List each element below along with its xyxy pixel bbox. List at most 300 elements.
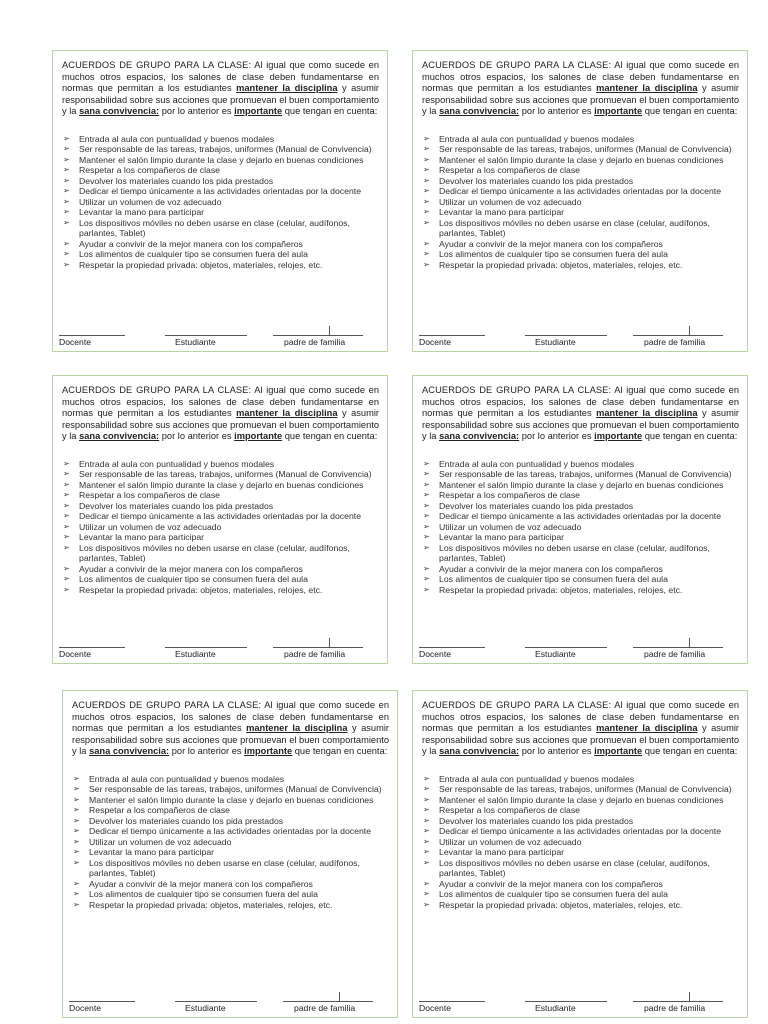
intro-heading: ACUERDOS DE GRUPO PARA LA CLASE: [72,700,262,710]
signature-label: Estudiante [175,337,216,347]
bullet-arrow-icon: ➢ [423,217,430,227]
rule-text: Los dispositivos móviles no deben usarse en clase (celular, audífonos, parlantes, Tablet) [89,857,360,879]
rule-text: Levantar la mano para participar [79,532,205,543]
signature-line [419,647,485,648]
intro-text: y asumir responsabilidad sobre sus acciones que promuevan el buen comportamiento y la [72,723,389,757]
rule-item [62,522,379,533]
intro-text: que tengan en cuenta: [642,106,738,117]
rule-item [422,795,739,806]
rule-item [422,532,739,543]
rule-item [422,784,739,795]
rule-item [62,511,379,522]
signature-parent [273,647,363,659]
rule-item [422,197,739,208]
signature-line [525,335,607,336]
intro-keyword: mantener la disciplina [246,723,348,734]
rules-list [422,134,739,271]
rule-text: Levantar la mano para participar [79,207,205,218]
rule-text: Los alimentos de cualquier tipo se consumen fuera del aula [79,249,308,260]
signature-label: Docente [59,337,92,347]
bullet-arrow-icon: ➢ [63,490,70,500]
signature-line [59,335,125,336]
rule-text: Respetar a los compañeros de clase [79,165,221,176]
intro-text: por lo anterior es [169,746,245,757]
signature-line [69,1001,135,1002]
signature-label: padre de familia [294,1003,356,1013]
rule-text: Respetar la propiedad privada: objetos, materiales, relojes, etc. [89,899,333,910]
rule-text: Ayudar a convivir de la mejor manera con los compañeros [439,563,663,574]
intro-keyword: mantener la disciplina [236,83,338,94]
bullet-arrow-icon: ➢ [63,500,70,510]
signature-tick [689,638,690,647]
rule-text: Devolver los materiales cuando los pida prestados [89,815,284,826]
rule-item [422,459,739,470]
rule-item [62,574,379,585]
intro-text: por lo anterior es [519,746,595,757]
signature-line [165,335,247,336]
rule-item [422,900,739,911]
rule-item [422,585,739,596]
intro-keyword: importante [234,106,283,117]
bullet-arrow-icon: ➢ [423,500,430,510]
signature-line [59,647,125,648]
rule-item [62,585,379,596]
bullet-arrow-icon: ➢ [423,563,430,573]
rule-text: Dedicar el tiempo únicamente a las actividades orientadas por la docente [79,186,362,197]
rule-text: Entrada al aula con puntualidad y buenos modales [79,133,275,144]
rule-item [62,176,379,187]
bullet-arrow-icon: ➢ [63,175,70,185]
rules-list [62,459,379,596]
rule-item [62,186,379,197]
intro-keyword: importante [594,106,643,117]
bullet-arrow-icon: ➢ [73,857,80,867]
bullet-arrow-icon: ➢ [423,196,430,206]
intro-text: que tengan en cuenta: [282,431,378,442]
intro-text: por lo anterior es [519,431,595,442]
rule-text: Utilizar un volumen de voz adecuado [79,196,222,207]
rule-item [62,459,379,470]
rule-item [62,218,379,239]
rule-item [422,134,739,145]
rule-text: Ayudar a convivir de la mejor manera con los compañeros [79,238,303,249]
rule-item [422,543,739,564]
rule-item [62,564,379,575]
bullet-arrow-icon: ➢ [63,144,70,154]
bullet-arrow-icon: ➢ [423,133,430,143]
rule-text: Ser responsable de las tareas, trabajos, uniformes (Manual de Convivencia) [439,784,732,795]
signature-label: Docente [59,649,92,659]
intro-keyword: sana convivencia: [439,106,520,117]
bullet-arrow-icon: ➢ [423,259,430,269]
rule-text: Entrada al aula con puntualidad y buenos modales [89,773,285,784]
rule-item [422,218,739,239]
signature-tick [689,992,690,1001]
rule-text: Los dispositivos móviles no deben usarse en clase (celular, audífonos, parlantes, Tablet) [439,217,710,239]
bullet-arrow-icon: ➢ [423,857,430,867]
signature-label: Docente [69,1003,102,1013]
bullet-arrow-icon: ➢ [423,490,430,500]
rule-text: Utilizar un volumen de voz adecuado [439,196,582,207]
bullet-arrow-icon: ➢ [423,249,430,259]
bullet-arrow-icon: ➢ [423,584,430,594]
intro-heading: ACUERDOS DE GRUPO PARA LA CLASE: [62,60,252,70]
bullet-arrow-icon: ➢ [423,479,430,489]
signature-line [633,335,723,336]
signature-line [283,1001,373,1002]
bullet-arrow-icon: ➢ [63,196,70,206]
rule-item [62,155,379,166]
rule-item [422,564,739,575]
bullet-arrow-icon: ➢ [73,836,80,846]
intro-keyword: importante [594,431,643,442]
signature-label: Estudiante [535,649,576,659]
signature-tick [689,326,690,335]
bullet-arrow-icon: ➢ [63,469,70,479]
rule-text: Los dispositivos móviles no deben usarse en clase (celular, audífonos, parlantes, Tablet) [439,542,710,564]
rule-text: Ser responsable de las tareas, trabajos, uniformes (Manual de Convivencia) [89,784,382,795]
signature-row [53,643,387,659]
signature-label: Docente [419,649,452,659]
bullet-arrow-icon: ➢ [63,217,70,227]
bullet-arrow-icon: ➢ [73,847,80,857]
intro-text: Al igual que como sucede en muchos otros espacios, los salones de clase deben fundamentarse en normas que permitan a los estudiantes [422,385,739,419]
intro-text: y asumir responsabilidad sobre sus acciones que promuevan el buen comportamiento y la [62,83,379,117]
rule-text: Mantener el salón limpio durante la clase y dejarlo en buenas condiciones [439,794,724,805]
rule-text: Entrada al aula con puntualidad y buenos modales [439,133,635,144]
rule-text: Los dispositivos móviles no deben usarse en clase (celular, audífonos, parlantes, Tablet) [439,857,710,879]
signature-row [63,997,397,1013]
bullet-arrow-icon: ➢ [73,889,80,899]
rule-text: Dedicar el tiempo únicamente a las actividades orientadas por la docente [439,826,722,837]
rule-text: Mantener el salón limpio durante la clase y dejarlo en buenas condiciones [89,794,374,805]
bullet-arrow-icon: ➢ [63,207,70,217]
signature-line [525,1001,607,1002]
bullet-arrow-icon: ➢ [73,794,80,804]
rule-item [422,847,739,858]
rule-text: Devolver los materiales cuando los pida prestados [439,500,634,511]
bullet-arrow-icon: ➢ [63,186,70,196]
intro-keyword: mantener la disciplina [596,83,698,94]
rule-item [422,176,739,187]
intro-paragraph [422,60,739,118]
rule-text: Utilizar un volumen de voz adecuado [439,521,582,532]
intro-text: por lo anterior es [159,431,235,442]
intro-text: que tengan en cuenta: [642,746,738,757]
bullet-arrow-icon: ➢ [63,249,70,259]
rule-text: Ayudar a convivir de la mejor manera con los compañeros [79,563,303,574]
rule-item [422,522,739,533]
rule-item [72,774,389,785]
rule-text: Dedicar el tiempo únicamente a las actividades orientadas por la docente [79,511,362,522]
intro-keyword: importante [594,746,643,757]
intro-keyword: sana convivencia: [79,431,160,442]
signature-row [413,331,747,347]
intro-heading: ACUERDOS DE GRUPO PARA LA CLASE: [422,60,612,70]
rule-text: Dedicar el tiempo únicamente a las actividades orientadas por la docente [439,511,722,522]
signature-student [525,1001,607,1013]
signature-parent [633,335,723,347]
bullet-arrow-icon: ➢ [423,805,430,815]
signature-line [273,647,363,648]
signature-label: padre de familia [644,337,706,347]
signature-line [175,1001,257,1002]
bullet-arrow-icon: ➢ [63,479,70,489]
rule-text: Respetar a los compañeros de clase [439,490,581,501]
rule-item [422,858,739,879]
rule-item [422,879,739,890]
rule-text: Devolver los materiales cuando los pida prestados [439,175,634,186]
rule-text: Los dispositivos móviles no deben usarse en clase (celular, audífonos, parlantes, Tablet) [79,217,350,239]
rule-text: Dedicar el tiempo únicamente a las actividades orientadas por la docente [439,186,722,197]
rule-item [72,847,389,858]
bullet-arrow-icon: ➢ [73,815,80,825]
intro-keyword: mantener la disciplina [596,408,698,419]
signature-line [165,647,247,648]
rule-item [72,900,389,911]
rule-item [422,144,739,155]
rule-item [72,889,389,900]
rule-item [422,155,739,166]
signature-line [419,335,485,336]
intro-paragraph [422,385,739,443]
rule-item [72,826,389,837]
rule-item [62,239,379,250]
bullet-arrow-icon: ➢ [423,826,430,836]
rule-text: Mantener el salón limpio durante la clase y dejarlo en buenas condiciones [439,479,724,490]
rule-item [62,165,379,176]
rule-item [422,511,739,522]
intro-text: y asumir responsabilidad sobre sus acciones que promuevan el buen comportamiento y la [62,408,379,442]
rule-item [62,490,379,501]
intro-heading: ACUERDOS DE GRUPO PARA LA CLASE: [422,385,612,395]
signature-label: Estudiante [535,1003,576,1013]
rule-text: Mantener el salón limpio durante la clase y dejarlo en buenas condiciones [439,154,724,165]
bullet-arrow-icon: ➢ [423,815,430,825]
bullet-arrow-icon: ➢ [63,521,70,531]
signature-student [175,1001,257,1013]
intro-text: Al igual que como sucede en muchos otros espacios, los salones de clase deben fundamentarse en normas que permitan a los estudiantes [422,700,739,734]
rule-text: Ser responsable de las tareas, trabajos, uniformes (Manual de Convivencia) [79,144,372,155]
signature-student [525,647,607,659]
signature-label: Estudiante [175,649,216,659]
rule-item [422,490,739,501]
signature-line [273,335,363,336]
signature-line [525,647,607,648]
intro-text: y asumir responsabilidad sobre sus acciones que promuevan el buen comportamiento y la [422,83,739,117]
bullet-arrow-icon: ➢ [423,144,430,154]
rule-item [62,469,379,480]
bullet-arrow-icon: ➢ [423,899,430,909]
rule-item [422,260,739,271]
rule-item [422,501,739,512]
bullet-arrow-icon: ➢ [63,238,70,248]
rule-item [72,816,389,827]
signature-label: padre de familia [644,1003,706,1013]
intro-paragraph [422,700,739,758]
rule-item [62,543,379,564]
intro-text: Al igual que como sucede en muchos otros espacios, los salones de clase deben fundamentarse en normas que permitan a los estudiantes [422,60,739,94]
rules-list [422,774,739,911]
bullet-arrow-icon: ➢ [423,175,430,185]
bullet-arrow-icon: ➢ [423,794,430,804]
rule-text: Levantar la mano para participar [439,532,565,543]
rule-text: Ser responsable de las tareas, trabajos, uniformes (Manual de Convivencia) [439,469,732,480]
rule-text: Levantar la mano para participar [439,207,565,218]
intro-paragraph [62,385,379,443]
rule-text: Utilizar un volumen de voz adecuado [89,836,232,847]
bullet-arrow-icon: ➢ [423,847,430,857]
signature-line [633,647,723,648]
agreement-card [52,375,388,664]
rule-text: Respetar a los compañeros de clase [79,490,221,501]
signature-tick [329,326,330,335]
signature-label: Docente [419,1003,452,1013]
rule-text: Mantener el salón limpio durante la clase y dejarlo en buenas condiciones [79,479,364,490]
intro-heading: ACUERDOS DE GRUPO PARA LA CLASE: [62,385,252,395]
signature-teacher [419,647,485,659]
rules-list [72,774,389,911]
signature-line [633,1001,723,1002]
bullet-arrow-icon: ➢ [63,458,70,468]
bullet-arrow-icon: ➢ [63,165,70,175]
rule-item [72,837,389,848]
intro-keyword: sana convivencia: [439,746,520,757]
rule-text: Ayudar a convivir de la mejor manera con los compañeros [439,238,663,249]
bullet-arrow-icon: ➢ [73,899,80,909]
signature-teacher [419,1001,485,1013]
rule-item [422,805,739,816]
signature-teacher [59,335,125,347]
bullet-arrow-icon: ➢ [63,574,70,584]
rule-text: Ser responsable de las tareas, trabajos, uniformes (Manual de Convivencia) [79,469,372,480]
signature-teacher [419,335,485,347]
bullet-arrow-icon: ➢ [423,542,430,552]
rule-item [62,532,379,543]
rule-text: Entrada al aula con puntualidad y buenos modales [79,458,275,469]
bullet-arrow-icon: ➢ [73,773,80,783]
signature-row [413,997,747,1013]
bullet-arrow-icon: ➢ [423,207,430,217]
rule-item [62,260,379,271]
bullet-arrow-icon: ➢ [63,259,70,269]
rule-item [422,249,739,260]
bullet-arrow-icon: ➢ [73,878,80,888]
signature-parent [283,1001,373,1013]
intro-text: y asumir responsabilidad sobre sus acciones que promuevan el buen comportamiento y la [422,723,739,757]
signature-student [165,647,247,659]
signature-parent [633,647,723,659]
signature-teacher [69,1001,135,1013]
rule-text: Ayudar a convivir de la mejor manera con los compañeros [89,878,313,889]
bullet-arrow-icon: ➢ [63,133,70,143]
signature-label: padre de familia [284,337,346,347]
rule-item [72,858,389,879]
rule-item [422,469,739,480]
rule-text: Respetar la propiedad privada: objetos, materiales, relojes, etc. [439,584,683,595]
signature-row [413,643,747,659]
bullet-arrow-icon: ➢ [73,805,80,815]
signature-parent [633,1001,723,1013]
signature-label: Estudiante [185,1003,226,1013]
intro-keyword: sana convivencia: [439,431,520,442]
rule-item [62,144,379,155]
bullet-arrow-icon: ➢ [423,458,430,468]
bullet-arrow-icon: ➢ [423,784,430,794]
intro-text: por lo anterior es [159,106,235,117]
signature-line [419,1001,485,1002]
intro-text: que tengan en cuenta: [292,746,388,757]
rule-text: Mantener el salón limpio durante la clase y dejarlo en buenas condiciones [79,154,364,165]
intro-text: Al igual que como sucede en muchos otros espacios, los salones de clase deben fundamentarse en normas que permitan a los estudiantes [62,60,379,94]
rule-text: Los alimentos de cualquier tipo se consumen fuera del aula [89,889,318,900]
agreement-card [52,50,388,352]
rule-text: Los alimentos de cualquier tipo se consumen fuera del aula [439,889,668,900]
rule-text: Ser responsable de las tareas, trabajos, uniformes (Manual de Convivencia) [439,144,732,155]
bullet-arrow-icon: ➢ [423,521,430,531]
rule-text: Los alimentos de cualquier tipo se consumen fuera del aula [79,574,308,585]
intro-text: que tengan en cuenta: [282,106,378,117]
rule-text: Levantar la mano para participar [89,847,215,858]
rule-text: Devolver los materiales cuando los pida prestados [79,500,274,511]
signature-label: Estudiante [535,337,576,347]
rule-text: Devolver los materiales cuando los pida prestados [439,815,634,826]
bullet-arrow-icon: ➢ [63,563,70,573]
signature-label: Docente [419,337,452,347]
rule-item [422,239,739,250]
bullet-arrow-icon: ➢ [423,878,430,888]
rule-text: Ayudar a convivir de la mejor manera con los compañeros [439,878,663,889]
rule-item [422,837,739,848]
bullet-arrow-icon: ➢ [423,532,430,542]
rule-item [72,784,389,795]
intro-text: Al igual que como sucede en muchos otros espacios, los salones de clase deben fundamentarse en normas que permitan a los estudiantes [72,700,389,734]
rule-text: Respetar a los compañeros de clase [439,165,581,176]
signature-parent [273,335,363,347]
rule-item [62,480,379,491]
rule-item [72,805,389,816]
bullet-arrow-icon: ➢ [423,238,430,248]
rule-item [422,774,739,785]
rules-list [422,459,739,596]
rule-text: Respetar la propiedad privada: objetos, materiales, relojes, etc. [79,584,323,595]
rule-text: Respetar a los compañeros de clase [439,805,581,816]
intro-text: por lo anterior es [519,106,595,117]
rule-item [422,889,739,900]
signature-teacher [59,647,125,659]
agreement-card [412,50,748,352]
intro-keyword: importante [244,746,293,757]
rule-item [62,501,379,512]
intro-paragraph [62,60,379,118]
signature-student [525,335,607,347]
rule-text: Los alimentos de cualquier tipo se consumen fuera del aula [439,249,668,260]
rule-text: Respetar la propiedad privada: objetos, materiales, relojes, etc. [439,259,683,270]
rule-item [62,207,379,218]
bullet-arrow-icon: ➢ [423,154,430,164]
rule-item [62,249,379,260]
rule-text: Devolver los materiales cuando los pida prestados [79,175,274,186]
signature-tick [339,992,340,1001]
rule-item [62,197,379,208]
bullet-arrow-icon: ➢ [73,784,80,794]
rule-item [422,165,739,176]
bullet-arrow-icon: ➢ [423,511,430,521]
bullet-arrow-icon: ➢ [63,511,70,521]
bullet-arrow-icon: ➢ [63,154,70,164]
rule-text: Utilizar un volumen de voz adecuado [79,521,222,532]
rule-item [422,826,739,837]
